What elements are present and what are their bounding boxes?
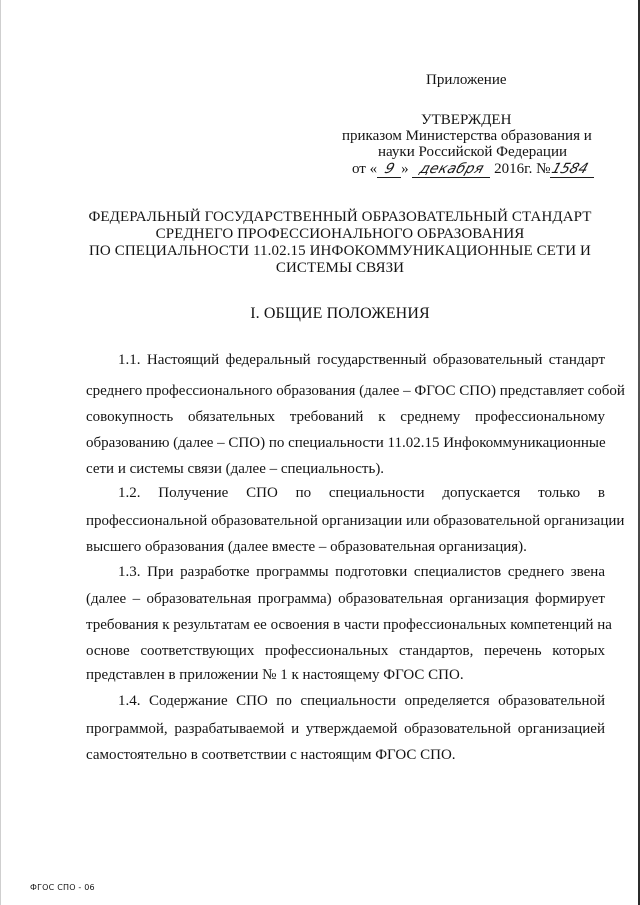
- paragraph-line: программой, разрабатываемой и утверждаемой образовательной организацией: [86, 721, 605, 737]
- order-line-2: науки Российской Федерации: [378, 144, 568, 160]
- paragraph-line: 1.1. Настоящий федеральный государственный образовательный стандарт: [118, 352, 605, 368]
- paragraph-line: 1.3. При разработке программы подготовки специалистов среднего звена: [118, 564, 605, 580]
- paragraph-line: основе соответствующих профессиональных стандартов, перечень которых: [86, 643, 605, 659]
- order-line-1: приказом Министерства образования и: [342, 128, 592, 144]
- title-line-2: СРЕДНЕГО ПРОФЕССИОНАЛЬНОГО ОБРАЗОВАНИЯ: [155, 226, 525, 242]
- section-title: I. ОБЩИЕ ПОЛОЖЕНИЯ: [250, 305, 430, 322]
- paragraph-line: требования к результатам ее освоения в части профессиональных компетенций на: [86, 617, 612, 633]
- handwritten-day: 9: [382, 161, 397, 177]
- paragraph-line: совокупность обязательных требований к среднему профессиональному: [86, 409, 605, 425]
- title-line-1: ФЕДЕРАЛЬНЫЙ ГОСУДАРСТВЕННЫЙ ОБРАЗОВАТЕЛЬНЫЙ СТАНДАРТ: [88, 209, 592, 225]
- handwritten-order-number: 1584: [549, 161, 591, 177]
- paragraph-line: высшего образования (далее вместе – образовательная организация).: [86, 539, 527, 555]
- date-mid: »: [401, 161, 409, 177]
- title-line-4: СИСТЕМЫ СВЯЗИ: [275, 260, 405, 276]
- approval-block: [0, 0, 640, 200]
- title-line-3: ПО СПЕЦИАЛЬНОСТИ 11.02.15 ИНФОКОММУНИКАЦИОННЫЕ СЕТИ И: [89, 243, 591, 259]
- paragraph-line: образованию (далее – СПО) по специальности 11.02.15 Инфокоммуникационные: [86, 435, 606, 451]
- order-number-field: [550, 162, 594, 178]
- paragraph-line: профессиональной образовательной организации или образовательной организации: [86, 513, 625, 529]
- paragraph-line: 1.4. Содержание СПО по специальности определяется образовательной: [118, 693, 605, 709]
- approved-label: УТВЕРЖДЕН: [421, 112, 512, 128]
- date-year: 2016г. №: [494, 161, 551, 177]
- order-date-line: [352, 160, 594, 178]
- date-day-field: [377, 162, 401, 178]
- paragraph-line: сети и системы связи (далее – специальность).: [86, 461, 385, 477]
- paragraph-line: (далее – образовательная программа) образовательная организация формирует: [86, 591, 605, 607]
- appendix-label: Приложение: [426, 72, 507, 88]
- paragraph-line: среднего профессионального образования (далее – ФГОС СПО) представляет собой: [86, 383, 625, 399]
- footer-code: ФГОС СПО - 06: [30, 883, 95, 892]
- handwritten-month: декабря: [417, 161, 486, 177]
- paragraph-line: представлен в приложении № 1 к настоящему ФГОС СПО.: [86, 667, 464, 683]
- paragraph-line: 1.2. Получение СПО по специальности допускается только в: [118, 485, 605, 501]
- date-prefix: от «: [352, 161, 378, 177]
- paragraph-line: самостоятельно в соответствии с настоящим ФГОС СПО.: [86, 747, 456, 763]
- date-month-field: [412, 162, 490, 178]
